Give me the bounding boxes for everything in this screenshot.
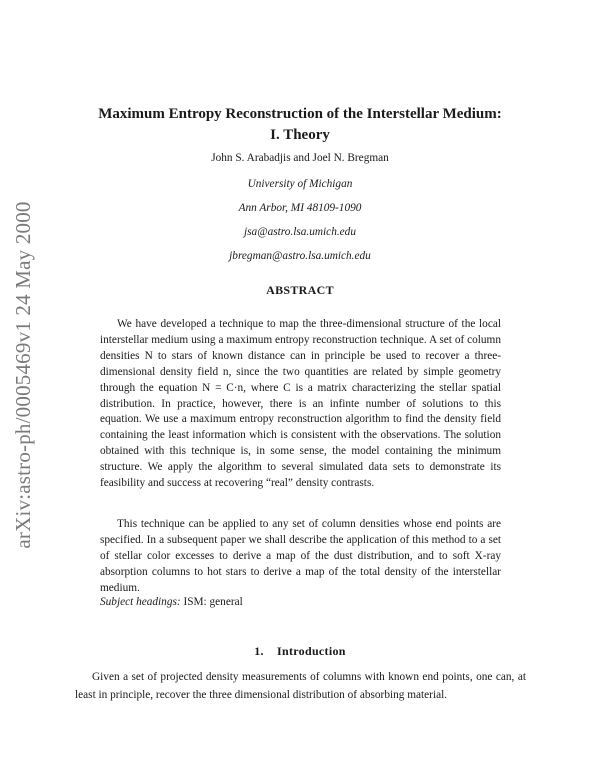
abstract-paragraph-2: This technique can be applied to any set of column densities whose end points are specified. In a subsequent paper we shall describe the application of this method to a set of stellar color excesses to derive a map of the dust distribution, and to soft X-ray absorption columns to hot stars to derive a map of the total density of the interstellar medium. — [100, 518, 501, 594]
authors: John S. Arabadjis and Joel N. Bregman — [211, 152, 389, 164]
email-1: jsa@astro.lsa.umich.edu — [244, 226, 356, 238]
arxiv-identifier: arXiv:astro-ph/0005469v1 24 May 2000 — [11, 201, 35, 549]
location: Ann Arbor, MI 48109-1090 — [238, 202, 362, 214]
paper-title — [70, 104, 530, 146]
subject-headings-value: ISM: general — [180, 596, 243, 608]
section-heading-introduction: 1. Introduction — [254, 644, 346, 658]
email-2: jbregman@astro.lsa.umich.edu — [229, 250, 371, 262]
title-line-1: Maximum Entropy Reconstruction of the Interstellar Medium: — [98, 106, 502, 122]
abstract-heading: ABSTRACT — [266, 283, 334, 297]
title-line-2: I. Theory — [270, 127, 330, 143]
subject-headings-label: Subject headings: — [100, 596, 181, 608]
abstract-paragraph-1: We have developed a technique to map the three-dimensional structure of the local interstellar medium using a maximum entropy reconstruction technique. A set of column densities N to stars of known distance can in principle be used to recover a three-dimensional density field n, since the two quantities are related by simple geometry through the equation N = C·n, where C is a matrix characterizing the stellar spatial distribution. In practice, however, there is an infinte number of solutions to this equation. We use a maximum entropy reconstruction algorithm to find the density field containing the least information which is consistent with the observations. The solution obtained with this technique is, in some sense, the model containing the minimum structure. We apply the algorithm to several simulated data sets to demonstrate its feasibility and success at recovering “real” density contrasts. — [100, 318, 501, 490]
subject-headings — [100, 596, 243, 608]
affiliation: University of Michigan — [247, 178, 353, 190]
introduction-paragraph: Given a set of projected density measurements of columns with known end points, one can, at least in principle, recover the three dimensional distribution of absorbing material. — [75, 671, 526, 701]
